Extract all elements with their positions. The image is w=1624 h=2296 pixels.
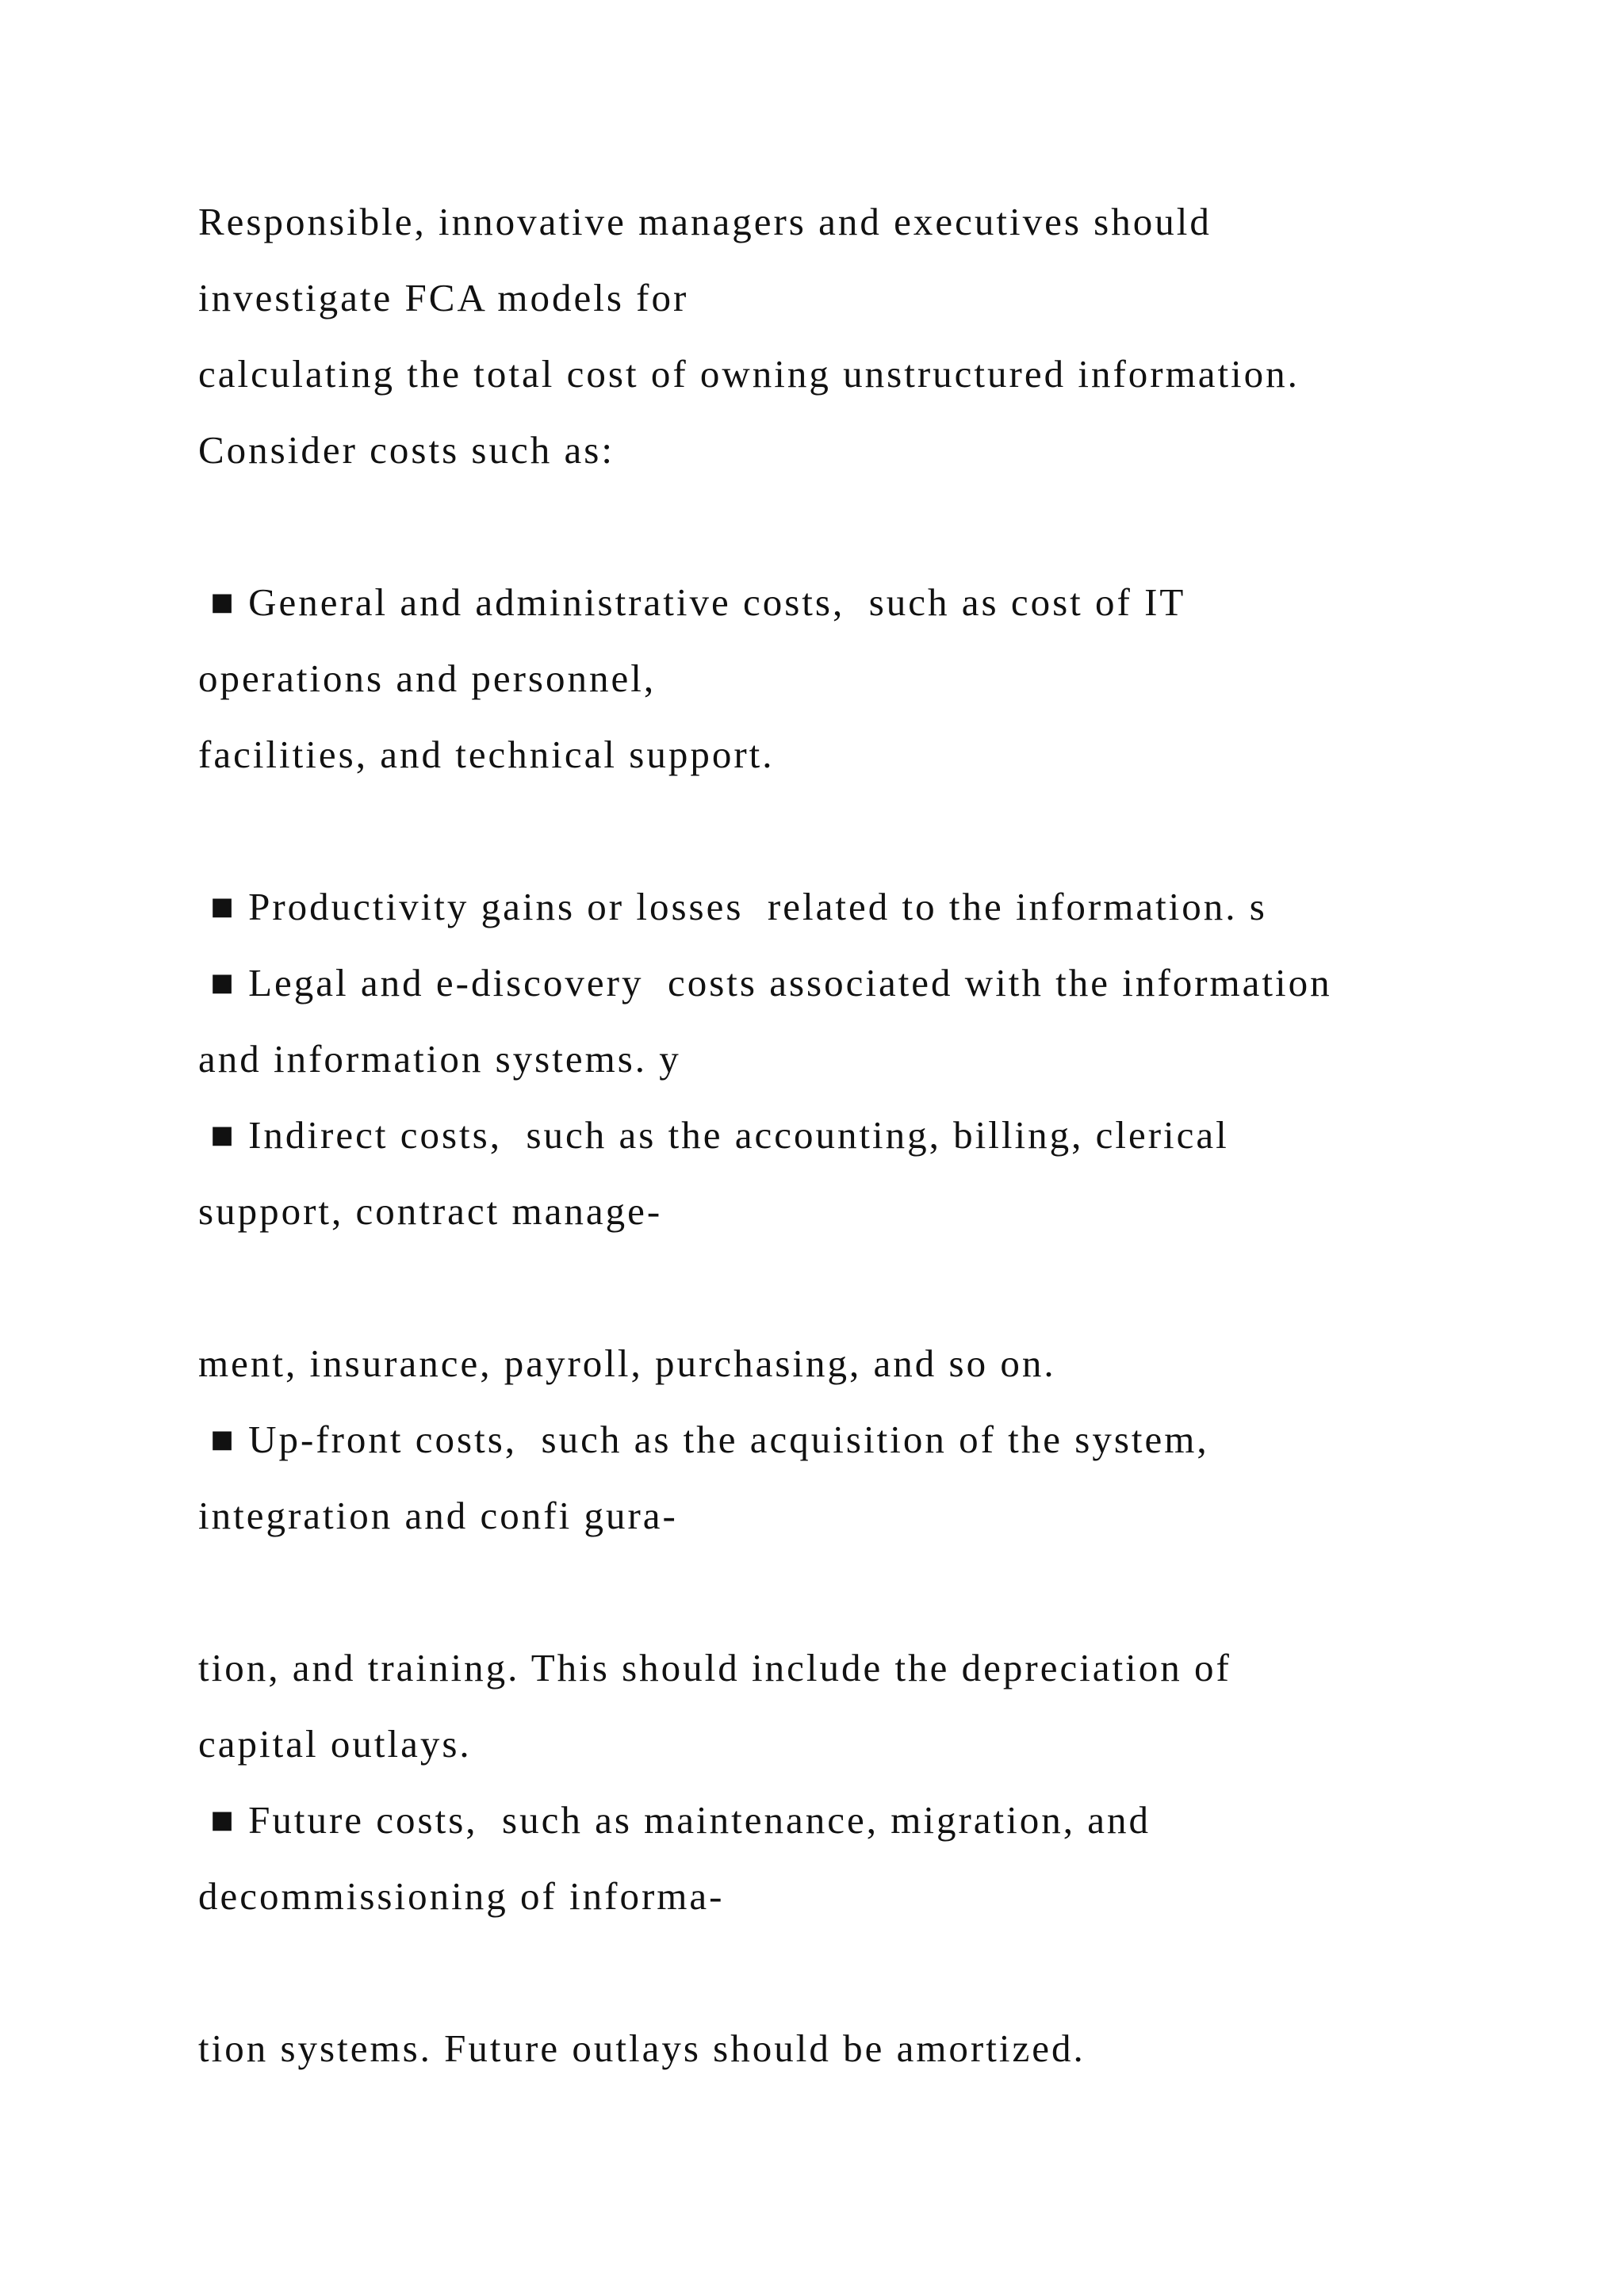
bullet-item-legal-ediscovery: ■ Legal and e-discovery costs associated with the information xyxy=(198,961,1332,1004)
text-line: investigate FCA models for xyxy=(198,276,689,320)
text-line: Consider costs such as: xyxy=(198,428,615,472)
text-line: and information systems. y xyxy=(198,1037,681,1081)
text-line: facilities, and technical support. xyxy=(198,733,775,776)
text-line: tion, and training. This should include the depreciation of xyxy=(198,1646,1231,1689)
bullet-item-general-administrative: ■ General and administrative costs, such as cost of IT xyxy=(198,580,1186,624)
bullet-item-productivity: ■ Productivity gains or losses related to the information. s xyxy=(198,885,1267,928)
text-line: tion systems. Future outlays should be amortized. xyxy=(198,2026,1086,2070)
text-line: ment, insurance, payroll, purchasing, and so on. xyxy=(198,1341,1056,1385)
text-line: integration and confi gura- xyxy=(198,1494,678,1537)
text-line: calculating the total cost of owning unstructured information. xyxy=(198,352,1300,396)
text-line: decommissioning of informa- xyxy=(198,1874,725,1918)
bullet-item-upfront-costs: ■ Up-front costs, such as the acquisition of the system, xyxy=(198,1418,1209,1461)
bullet-item-future-costs: ■ Future costs, such as maintenance, migration, and xyxy=(198,1798,1151,1842)
text-line: operations and personnel, xyxy=(198,656,657,700)
text-line: Responsible, innovative managers and executives should xyxy=(198,200,1212,243)
text-line: support, contract manage- xyxy=(198,1189,663,1233)
bullet-item-indirect-costs: ■ Indirect costs, such as the accounting, billing, clerical xyxy=(198,1113,1229,1157)
text-line: capital outlays. xyxy=(198,1722,472,1766)
